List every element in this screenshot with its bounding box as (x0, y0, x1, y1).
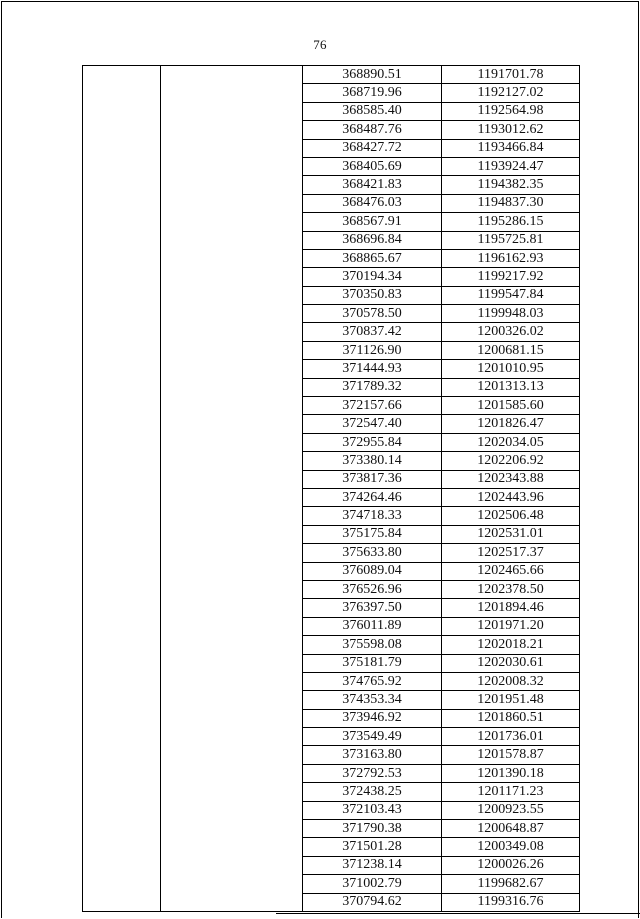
x-coordinate-cell: 370578.50 (303, 305, 442, 323)
x-coordinate-cell: 374765.92 (303, 672, 442, 690)
y-coordinate-cell: 1201826.47 (442, 415, 580, 433)
y-coordinate-cell: 1194837.30 (442, 194, 580, 212)
y-coordinate-cell: 1201171.23 (442, 783, 580, 801)
y-coordinate-cell: 1202030.61 (442, 654, 580, 672)
y-coordinate-cell: 1201313.13 (442, 378, 580, 396)
x-coordinate-cell: 373549.49 (303, 728, 442, 746)
y-coordinate-cell: 1199682.67 (442, 875, 580, 893)
x-coordinate-cell: 370350.83 (303, 286, 442, 304)
x-coordinate-cell: 368865.67 (303, 249, 442, 267)
x-coordinate-cell: 374264.46 (303, 488, 442, 506)
x-coordinate-cell: 368719.96 (303, 84, 442, 102)
x-coordinate-cell: 370794.62 (303, 893, 442, 911)
y-coordinate-cell: 1202506.48 (442, 507, 580, 525)
x-coordinate-cell: 371002.79 (303, 875, 442, 893)
y-coordinate-cell: 1192127.02 (442, 84, 580, 102)
x-coordinate-cell: 368427.72 (303, 139, 442, 157)
x-coordinate-cell: 372438.25 (303, 783, 442, 801)
x-coordinate-cell: 376011.89 (303, 617, 442, 635)
y-coordinate-cell: 1202018.21 (442, 636, 580, 654)
x-coordinate-cell: 373817.36 (303, 470, 442, 488)
x-coordinate-cell: 375181.79 (303, 654, 442, 672)
y-coordinate-cell: 1193924.47 (442, 157, 580, 175)
bottom-rule (276, 913, 640, 914)
x-coordinate-cell: 368890.51 (303, 66, 442, 84)
y-coordinate-cell: 1200681.15 (442, 341, 580, 359)
page-number: 76 (313, 37, 327, 52)
y-coordinate-cell: 1201390.18 (442, 764, 580, 782)
x-coordinate-cell: 368487.76 (303, 121, 442, 139)
empty-column-1-cell (83, 66, 161, 912)
y-coordinate-cell: 1200648.87 (442, 820, 580, 838)
y-coordinate-cell: 1195286.15 (442, 213, 580, 231)
x-coordinate-cell: 372792.53 (303, 764, 442, 782)
x-coordinate-cell: 368476.03 (303, 194, 442, 212)
x-coordinate-cell: 376526.96 (303, 580, 442, 598)
x-coordinate-cell: 368567.91 (303, 213, 442, 231)
x-coordinate-cell: 371126.90 (303, 341, 442, 359)
table-row (83, 66, 580, 84)
x-coordinate-cell: 373380.14 (303, 452, 442, 470)
y-coordinate-cell: 1202517.37 (442, 544, 580, 562)
y-coordinate-cell: 1200923.55 (442, 801, 580, 819)
y-coordinate-cell: 1201736.01 (442, 728, 580, 746)
x-coordinate-cell: 368421.83 (303, 176, 442, 194)
x-coordinate-cell: 372157.66 (303, 397, 442, 415)
y-coordinate-cell: 1193466.84 (442, 139, 580, 157)
y-coordinate-cell: 1200326.02 (442, 323, 580, 341)
x-coordinate-cell: 370194.34 (303, 268, 442, 286)
y-coordinate-cell: 1201860.51 (442, 709, 580, 727)
y-coordinate-cell: 1202378.50 (442, 580, 580, 598)
y-coordinate-cell: 1202343.88 (442, 470, 580, 488)
y-coordinate-cell: 1202008.32 (442, 672, 580, 690)
y-coordinate-cell: 1193012.62 (442, 121, 580, 139)
x-coordinate-cell: 368405.69 (303, 157, 442, 175)
empty-column-2-cell (161, 66, 303, 912)
x-coordinate-cell: 371790.38 (303, 820, 442, 838)
x-coordinate-cell: 371444.93 (303, 360, 442, 378)
coordinates-table (82, 65, 580, 912)
y-coordinate-cell: 1196162.93 (442, 249, 580, 267)
y-coordinate-cell: 1200026.26 (442, 856, 580, 874)
x-coordinate-cell: 371501.28 (303, 838, 442, 856)
y-coordinate-cell: 1201971.20 (442, 617, 580, 635)
x-coordinate-cell: 373163.80 (303, 746, 442, 764)
x-coordinate-cell: 372547.40 (303, 415, 442, 433)
x-coordinate-cell: 376089.04 (303, 562, 442, 580)
x-coordinate-cell: 376397.50 (303, 599, 442, 617)
x-coordinate-cell: 368585.40 (303, 102, 442, 120)
x-coordinate-cell: 375598.08 (303, 636, 442, 654)
y-coordinate-cell: 1202034.05 (442, 433, 580, 451)
y-coordinate-cell: 1201951.48 (442, 691, 580, 709)
x-coordinate-cell: 372103.43 (303, 801, 442, 819)
x-coordinate-cell: 371238.14 (303, 856, 442, 874)
x-coordinate-cell: 375633.80 (303, 544, 442, 562)
y-coordinate-cell: 1199948.03 (442, 305, 580, 323)
coordinates-table-body (83, 66, 580, 912)
y-coordinate-cell: 1202465.66 (442, 562, 580, 580)
x-coordinate-cell: 373946.92 (303, 709, 442, 727)
y-coordinate-cell: 1199217.92 (442, 268, 580, 286)
y-coordinate-cell: 1201894.46 (442, 599, 580, 617)
x-coordinate-cell: 371789.32 (303, 378, 442, 396)
y-coordinate-cell: 1195725.81 (442, 231, 580, 249)
x-coordinate-cell: 370837.42 (303, 323, 442, 341)
y-coordinate-cell: 1202206.92 (442, 452, 580, 470)
x-coordinate-cell: 372955.84 (303, 433, 442, 451)
y-coordinate-cell: 1194382.35 (442, 176, 580, 194)
y-coordinate-cell: 1200349.08 (442, 838, 580, 856)
y-coordinate-cell: 1199316.76 (442, 893, 580, 911)
x-coordinate-cell: 374718.33 (303, 507, 442, 525)
y-coordinate-cell: 1201010.95 (442, 360, 580, 378)
x-coordinate-cell: 368696.84 (303, 231, 442, 249)
y-coordinate-cell: 1202443.96 (442, 488, 580, 506)
y-coordinate-cell: 1191701.78 (442, 66, 580, 84)
y-coordinate-cell: 1199547.84 (442, 286, 580, 304)
y-coordinate-cell: 1192564.98 (442, 102, 580, 120)
y-coordinate-cell: 1201578.87 (442, 746, 580, 764)
y-coordinate-cell: 1201585.60 (442, 397, 580, 415)
x-coordinate-cell: 374353.34 (303, 691, 442, 709)
y-coordinate-cell: 1202531.01 (442, 525, 580, 543)
x-coordinate-cell: 375175.84 (303, 525, 442, 543)
